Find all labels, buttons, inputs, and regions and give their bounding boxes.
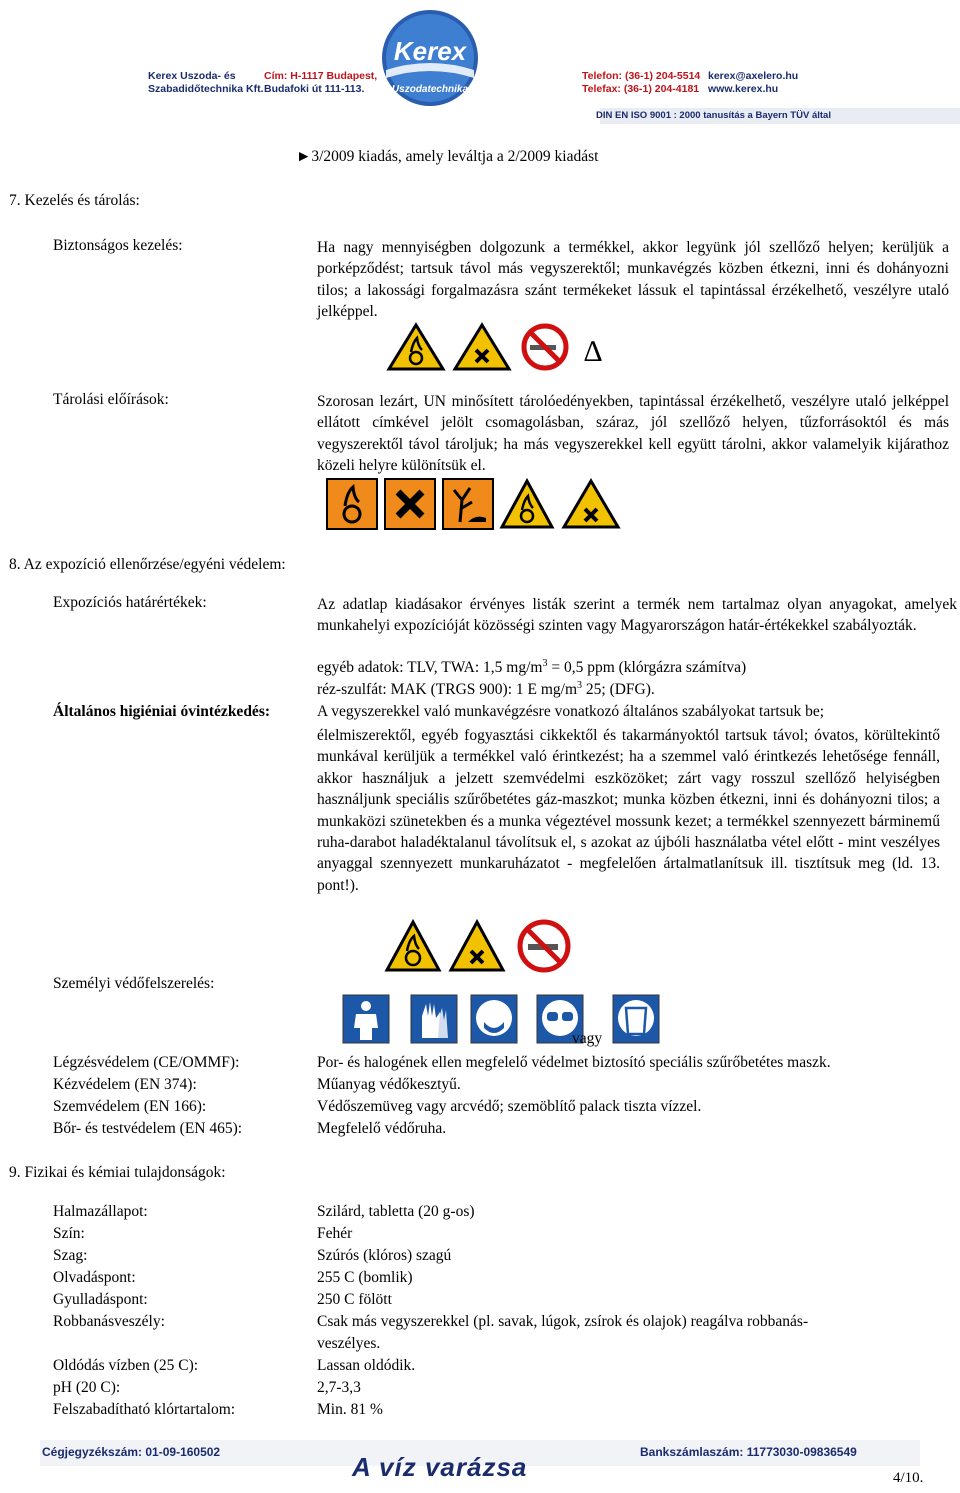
other-data-prefix: egyéb adatok: TLV, TWA: 1,5 mg/m	[317, 659, 543, 677]
property-label: Felszabadítható klórtartalom:	[53, 1401, 236, 1418]
company-name	[148, 70, 264, 96]
other-data-line	[317, 658, 746, 677]
storage-label: Tárolási előírások:	[53, 391, 169, 408]
ppe-item-label: Bőr- és testvédelem (EN 465):	[53, 1120, 243, 1137]
hygiene-label: Általános higiéniai óvintézkedés:	[53, 703, 271, 720]
oxidizer-square-icon	[327, 479, 377, 529]
page-number: 4/10.	[893, 1470, 924, 1486]
section-7-title: 7. Kezelés és tárolás:	[9, 192, 140, 209]
property-label: Halmazállapot:	[53, 1203, 148, 1220]
bank-account: Bankszámlaszám: 11773030-09836549	[640, 1445, 857, 1459]
copper-suffix: 25; (DFG).	[582, 681, 655, 699]
hygiene-text: élelmiszerektől, egyéb fogyasztási cikkektől és takarmányoktól tartsuk távol; óvatos, körültekintő munkával kerüljük a termékkel való érintkezést; ha a szemmel való érintkezés lehetősége fennáll, akkor használjuk a jelzett szemvédelmi eszközöket; zárt vagy rosszul szellőző helyiségben használjunk speciális szűrőbetétes gáz-maszkot; munka közben étkezni, inni és dohányozni tilos; a munkaközi szünetekben és a munka végeztével mossunk kezet; a termékkel szennyezett bárminemű ruha-darabot haladéktalanul távolítsuk el, s azokat az újbóli használatba vétel előtt - mint veszélyes anyaggal szennyezett munkaruházatot - megfelelően ártalmatlanítsuk ill. tisztítsuk meg (ld. 13. pont!).	[317, 727, 940, 894]
other-data-suffix: = 0,5 ppm (klórgázra számítva)	[547, 659, 747, 677]
ppe-item-value: Megfelelő védőruha.	[317, 1120, 447, 1137]
property-label: Szín:	[53, 1225, 85, 1242]
phone-number: Telefon: (36-1) 204-5514	[582, 70, 701, 82]
property-label: Szag:	[53, 1247, 88, 1264]
property-value: Szúrós (klóros) szagú	[317, 1247, 452, 1264]
property-label: Oldódás vízben (25 C):	[53, 1357, 199, 1374]
property-value: Lassan oldódik.	[317, 1357, 416, 1374]
property-label: pH (20 C):	[53, 1379, 121, 1396]
ppe-label: Személyi védőfelszerelés:	[53, 975, 215, 992]
property-label: Olvadáspont:	[53, 1269, 136, 1286]
section-8-title: 8. Az expozíció ellenőrzése/egyéni védelem:	[9, 556, 286, 573]
property-label: Robbanásveszély:	[53, 1313, 165, 1330]
logo-subtext: Uszodatechnika	[391, 84, 469, 95]
ppe-item-label: Szemvédelem (EN 166):	[53, 1098, 207, 1115]
harmful-triangle-icon	[560, 478, 622, 530]
email-address: kerex@axelero.hu	[708, 70, 799, 82]
respirator-mask-icon	[471, 995, 517, 1043]
property-value: 250 C fölött	[317, 1291, 392, 1308]
oxidizer-triangle-icon	[386, 322, 446, 372]
property-value: Szilárd, tabletta (20 g-os)	[317, 1203, 475, 1220]
website: www.kerex.hu	[708, 83, 779, 95]
protective-clothing-icon	[343, 995, 389, 1043]
oxidizer-triangle-icon	[384, 918, 442, 974]
no-smoking-icon	[514, 918, 574, 974]
harmful-square-icon	[385, 479, 435, 529]
property-value: 2,7-3,3	[317, 1379, 361, 1396]
face-shield-icon	[613, 995, 659, 1043]
logo-text: Kerex	[393, 36, 467, 66]
storage-text: Szorosan lezárt, UN minősített tárolóedényekben, tapintással érzékelhető, veszélyre utaló jelképpel ellátott címkével jelölt csomagolásban, száraz, jól szellőző helyen, tűzforrásoktól és más vegyszerektől távol tároljuk; ha más vegyszerekkel kell együtt tárolni, akkor valamelyik kijárathoz közeli helyre különítsük el.	[317, 393, 949, 475]
contact-web-block	[708, 70, 798, 96]
safe-handling-label: Biztonságos kezelés:	[53, 237, 183, 254]
exposure-limits-label: Expozíciós határértékek:	[53, 594, 207, 611]
hygiene-first-line: A vegyszerekkel való munkavégzésre vonatkozó általános szabályokat tartsuk be;	[317, 703, 825, 720]
tactile-warning-triangle: ∆	[584, 335, 603, 368]
harmful-triangle-icon	[455, 325, 509, 369]
property-value: Fehér	[317, 1225, 353, 1242]
certification-text: DIN EN ISO 9001 : 2000 tanusítás a Bayern TÜV által	[596, 110, 831, 121]
harmful-triangle-icon	[448, 918, 506, 974]
ppe-item-value: Műanyag védőkesztyű.	[317, 1076, 461, 1093]
ppe-item-label: Kézvédelem (EN 374):	[53, 1076, 197, 1093]
address-line-2: Budafoki út 111-113.	[264, 83, 365, 95]
ppe-item-value: Védőszemüveg vagy arcvédő; szemöblítő palack tiszta vízzel.	[317, 1098, 702, 1115]
storage-hazard-pictograms	[326, 478, 624, 530]
property-value: veszélyes.	[317, 1335, 381, 1352]
copper-prefix: réz-szulfát: MAK (TRGS 900): 1 E mg/m	[317, 681, 578, 699]
handling-hazard-pictograms	[386, 322, 572, 372]
address-line-1: Cím: H-1117 Budapest,	[264, 70, 378, 82]
copper-sup: 3	[577, 680, 583, 691]
section-9-title: 9. Fizikai és kémiai tulajdonságok:	[9, 1164, 226, 1181]
property-value: Min. 81 %	[317, 1401, 383, 1418]
hygiene-hazard-pictograms	[384, 918, 574, 974]
property-value: 255 C (bomlik)	[317, 1269, 413, 1286]
property-value: Csak más vegyszerekkel (pl. savak, lúgok, zsírok és olajok) reagálva robbanás-	[317, 1313, 809, 1330]
gloves-icon	[411, 995, 457, 1043]
ppe-or-text: vagy	[572, 1030, 603, 1047]
ppe-item-label: Légzésvédelem (CE/OMMF):	[53, 1054, 240, 1071]
footer-slogan: A víz varázsa	[352, 1452, 528, 1482]
kerex-logo	[380, 8, 480, 108]
ppe-pictograms	[342, 994, 666, 1046]
no-smoking-icon	[518, 322, 572, 372]
property-label: Gyulladáspont:	[53, 1291, 148, 1308]
copper-sulfate-line	[317, 680, 655, 699]
issue-note: ►3/2009 kiadás, amely leváltja a 2/2009 kiadást	[296, 148, 599, 165]
company-address	[264, 70, 377, 96]
other-data-sup: 3	[542, 658, 548, 669]
safe-handling-text: Ha nagy mennyiségben dolgozunk a termékkel, akkor legyünk jól szellőző helyen; kerüljük a porképződést; tartsuk távol más vegyszerektől; munkavégzés közben étkezni, inni és dohányozni tilos; a lakossági forgalmazásra szánt termékeket lássuk el tapintással érzékelhető, veszélyre utaló jelképpel.	[317, 239, 949, 321]
environment-hazard-icon	[443, 479, 493, 529]
company-line-1: Kerex Uszoda- és	[148, 70, 236, 82]
oxidizer-triangle-icon	[502, 481, 552, 527]
fax-number: Telefax: (36-1) 204-4181	[582, 83, 700, 95]
contact-phone-block	[582, 70, 700, 96]
company-line-2: Szabadidőtechnika Kft.	[148, 83, 264, 95]
ppe-item-value: Por- és halogének ellen megfelelő védelmet biztosító speciális szűrőbetétes maszk.	[317, 1054, 831, 1071]
company-registry: Cégjegyzékszám: 01-09-160502	[42, 1445, 221, 1459]
exposure-limits-text: Az adatlap kiadásakor érvényes listák szerint a termék nem tartalmaz olyan anyagokat, amelyek munkahelyi expozícióját közösségi szinten vagy Magyarországon határ-értékekkel szabályozták.	[317, 596, 957, 635]
